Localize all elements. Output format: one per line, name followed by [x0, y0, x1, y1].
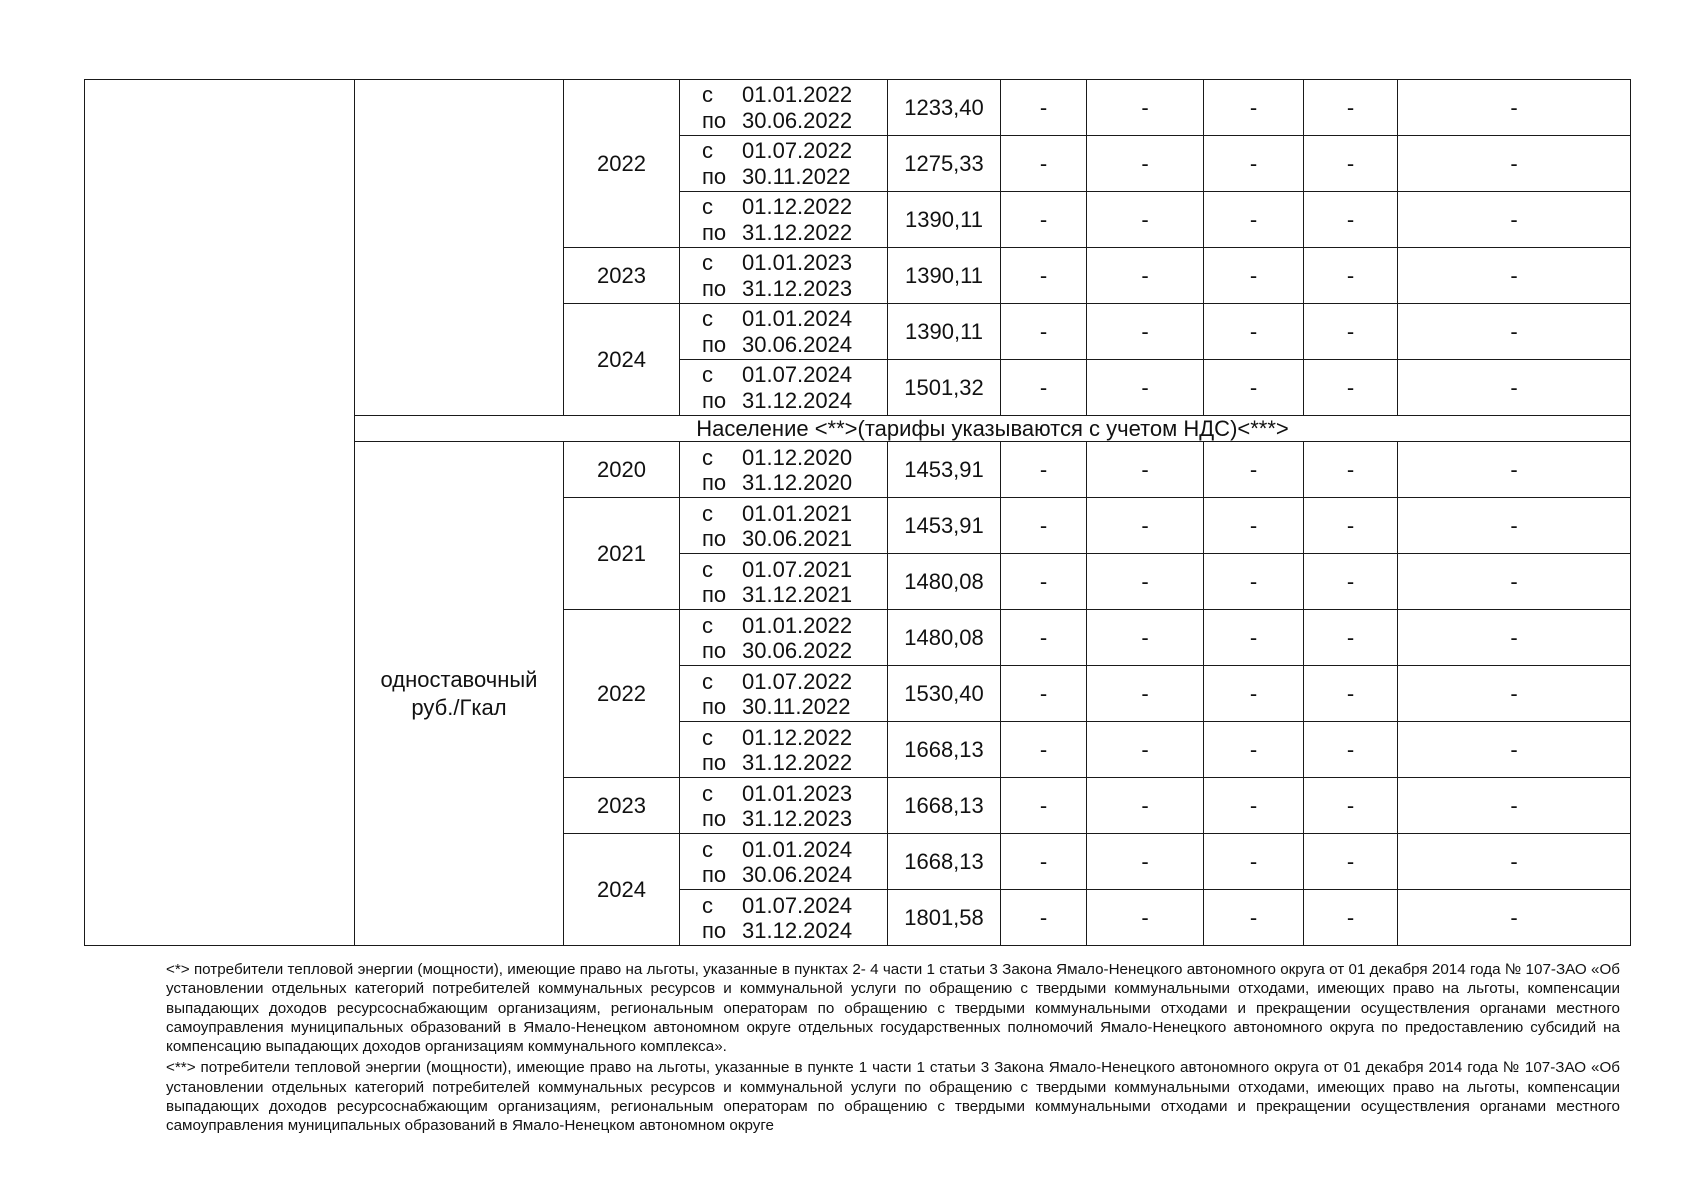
tariff-table: [84, 79, 1631, 946]
year-cell: 2024: [564, 834, 680, 946]
period-cell: с 01.01.2024 по 30.06.2024: [680, 834, 888, 890]
dash-cell: -: [1087, 498, 1204, 554]
dash-cell: -: [1204, 192, 1304, 248]
dash-cell: -: [1398, 834, 1631, 890]
tariff-value-cell: 1668,13: [888, 722, 1001, 778]
dash-cell: -: [1087, 610, 1204, 666]
year-cell: 2022: [564, 610, 680, 778]
period-cell: с 01.07.2024 по 31.12.2024: [680, 890, 888, 946]
period-cell: с 01.12.2022 по 31.12.2022: [680, 192, 888, 248]
dash-cell: -: [1304, 666, 1398, 722]
dash-cell: -: [1204, 136, 1304, 192]
dash-cell: -: [1087, 248, 1204, 304]
dash-cell: -: [1398, 610, 1631, 666]
dash-cell: -: [1398, 360, 1631, 416]
dash-cell: -: [1398, 192, 1631, 248]
dash-cell: -: [1001, 554, 1087, 610]
period-cell: с 01.01.2021 по 30.06.2021: [680, 498, 888, 554]
dash-cell: -: [1204, 610, 1304, 666]
tariff-value-cell: 1501,32: [888, 360, 1001, 416]
dash-cell: -: [1087, 666, 1204, 722]
dash-cell: -: [1304, 834, 1398, 890]
dash-cell: -: [1204, 834, 1304, 890]
dash-cell: -: [1204, 778, 1304, 834]
dash-cell: -: [1001, 834, 1087, 890]
tariff-value-cell: 1668,13: [888, 778, 1001, 834]
dash-cell: -: [1001, 722, 1087, 778]
year-cell: 2021: [564, 498, 680, 610]
dash-cell: -: [1304, 890, 1398, 946]
tariff-value-cell: 1390,11: [888, 248, 1001, 304]
period-cell: с 01.07.2022 по 30.11.2022: [680, 666, 888, 722]
dash-cell: -: [1204, 80, 1304, 136]
dash-cell: -: [1001, 80, 1087, 136]
table-row: [85, 80, 1631, 136]
dash-cell: -: [1087, 554, 1204, 610]
dash-cell: -: [1398, 498, 1631, 554]
dash-cell: -: [1087, 136, 1204, 192]
footnotes: [98, 960, 1620, 1136]
dash-cell: -: [1304, 80, 1398, 136]
dash-cell: -: [1001, 192, 1087, 248]
dash-cell: -: [1001, 666, 1087, 722]
tariff-value-cell: 1530,40: [888, 666, 1001, 722]
dash-cell: -: [1001, 610, 1087, 666]
dash-cell: -: [1398, 136, 1631, 192]
dash-cell: -: [1304, 498, 1398, 554]
tariff-value-cell: 1233,40: [888, 80, 1001, 136]
dash-cell: -: [1087, 442, 1204, 498]
dash-cell: -: [1304, 136, 1398, 192]
dash-cell: -: [1087, 778, 1204, 834]
dash-cell: -: [1087, 192, 1204, 248]
dash-cell: -: [1087, 304, 1204, 360]
dash-cell: -: [1204, 890, 1304, 946]
dash-cell: -: [1001, 778, 1087, 834]
dash-cell: -: [1398, 80, 1631, 136]
tariff-value-cell: 1480,08: [888, 610, 1001, 666]
dash-cell: -: [1304, 610, 1398, 666]
tariff-value-cell: 1453,91: [888, 442, 1001, 498]
dash-cell: -: [1398, 778, 1631, 834]
dash-cell: -: [1304, 554, 1398, 610]
year-cell: 2022: [564, 80, 680, 248]
tariff-value-cell: 1390,11: [888, 192, 1001, 248]
dash-cell: -: [1204, 554, 1304, 610]
tariff-value-cell: 1801,58: [888, 890, 1001, 946]
dash-cell: -: [1204, 304, 1304, 360]
period-cell: с 01.07.2024 по 31.12.2024: [680, 360, 888, 416]
unit-line: одноставочный: [380, 666, 538, 692]
blank-left-cell: [85, 80, 355, 946]
dash-cell: -: [1304, 442, 1398, 498]
dash-cell: -: [1304, 248, 1398, 304]
dash-cell: -: [1398, 442, 1631, 498]
period-cell: с 01.01.2024 по 30.06.2024: [680, 304, 888, 360]
dash-cell: -: [1001, 360, 1087, 416]
dash-cell: -: [1204, 248, 1304, 304]
dash-cell: -: [1087, 722, 1204, 778]
dash-cell: -: [1087, 80, 1204, 136]
tariff-value-cell: 1480,08: [888, 554, 1001, 610]
dash-cell: -: [1398, 890, 1631, 946]
dash-cell: -: [1204, 498, 1304, 554]
dash-cell: -: [1398, 722, 1631, 778]
dash-cell: -: [1398, 304, 1631, 360]
footnote-2: <**> потребители тепловой энергии (мощности), имеющие право на льготы, указанные в пункте 1 части 1 статьи 3 Закона Ямало-Ненецкого автономного округа от 01 декабря 2014 года № 107-ЗАО «Об установлении отдельных категорий потребителей коммунальных ресурсов и коммунальной услуги по обращению с твердыми коммунальными отходами, имеющих право на льготы, компенсации выпадающих доходов ресурсоснабжающим организациям, региональным операторам по обращению с твердыми коммунальными отходами и прекращении осуществления органами местного самоуправления муниципальных образований в Ямало-Ненецком автономном округе: [166, 1059, 1620, 1135]
year-cell: 2020: [564, 442, 680, 498]
period-cell: с 01.01.2023 по 31.12.2023: [680, 248, 888, 304]
blank-unit-cell: [355, 80, 564, 416]
period-cell: с 01.07.2022 по 30.11.2022: [680, 136, 888, 192]
dash-cell: -: [1204, 360, 1304, 416]
period-cell: с 01.01.2022 по 30.06.2022: [680, 80, 888, 136]
year-cell: 2023: [564, 778, 680, 834]
dash-cell: -: [1001, 498, 1087, 554]
tariff-value-cell: 1453,91: [888, 498, 1001, 554]
dash-cell: -: [1001, 890, 1087, 946]
dash-cell: -: [1204, 722, 1304, 778]
dash-cell: -: [1204, 442, 1304, 498]
section-title: Население <**>(тарифы указываются с учетом НДС)<***>: [355, 416, 1631, 442]
tariff-value-cell: 1390,11: [888, 304, 1001, 360]
year-cell: 2024: [564, 304, 680, 416]
dash-cell: -: [1304, 192, 1398, 248]
dash-cell: -: [1398, 248, 1631, 304]
tariff-value-cell: 1668,13: [888, 834, 1001, 890]
dash-cell: -: [1087, 890, 1204, 946]
period-cell: с 01.01.2022 по 30.06.2022: [680, 610, 888, 666]
year-cell: 2023: [564, 248, 680, 304]
period-cell: с 01.12.2022 по 31.12.2022: [680, 722, 888, 778]
dash-cell: -: [1204, 666, 1304, 722]
dash-cell: -: [1398, 666, 1631, 722]
dash-cell: -: [1001, 136, 1087, 192]
period-cell: с 01.12.2020 по 31.12.2020: [680, 442, 888, 498]
dash-cell: -: [1304, 722, 1398, 778]
unit-cell: [355, 442, 564, 946]
tariff-value-cell: 1275,33: [888, 136, 1001, 192]
dash-cell: -: [1398, 554, 1631, 610]
dash-cell: -: [1304, 778, 1398, 834]
unit-line: руб./Гкал: [411, 694, 507, 720]
period-cell: с 01.01.2023 по 31.12.2023: [680, 778, 888, 834]
period-cell: с 01.07.2021 по 31.12.2021: [680, 554, 888, 610]
dash-cell: -: [1087, 360, 1204, 416]
dash-cell: -: [1001, 248, 1087, 304]
dash-cell: -: [1001, 304, 1087, 360]
dash-cell: -: [1087, 834, 1204, 890]
footnote-1: <*> потребители тепловой энергии (мощности), имеющие право на льготы, указанные в пунктах 2- 4 части 1 статьи 3 Закона Ямало-Ненецкого автономного округа от 01 декабря 2014 года № 107-ЗАО «Об установлении отдельных категорий потребителей коммунальных ресурсов и коммунальной услуги по обращению с твердыми коммунальными отходами, имеющих право на льготы, компенсации выпадающих доходов ресурсоснабжающим организациям, региональным операторам по обращению с твердыми коммунальными отходами и прекращении осуществления органами местного самоуправления муниципальных образований в Ямало-Ненецком автономном округе отдельных государственных полномочий Ямало-Ненецкого автономного округа по предоставлению субсидий на компенсацию выпадающих доходов организациям коммунального комплекса».: [166, 961, 1620, 1056]
dash-cell: -: [1304, 360, 1398, 416]
dash-cell: -: [1001, 442, 1087, 498]
dash-cell: -: [1304, 304, 1398, 360]
